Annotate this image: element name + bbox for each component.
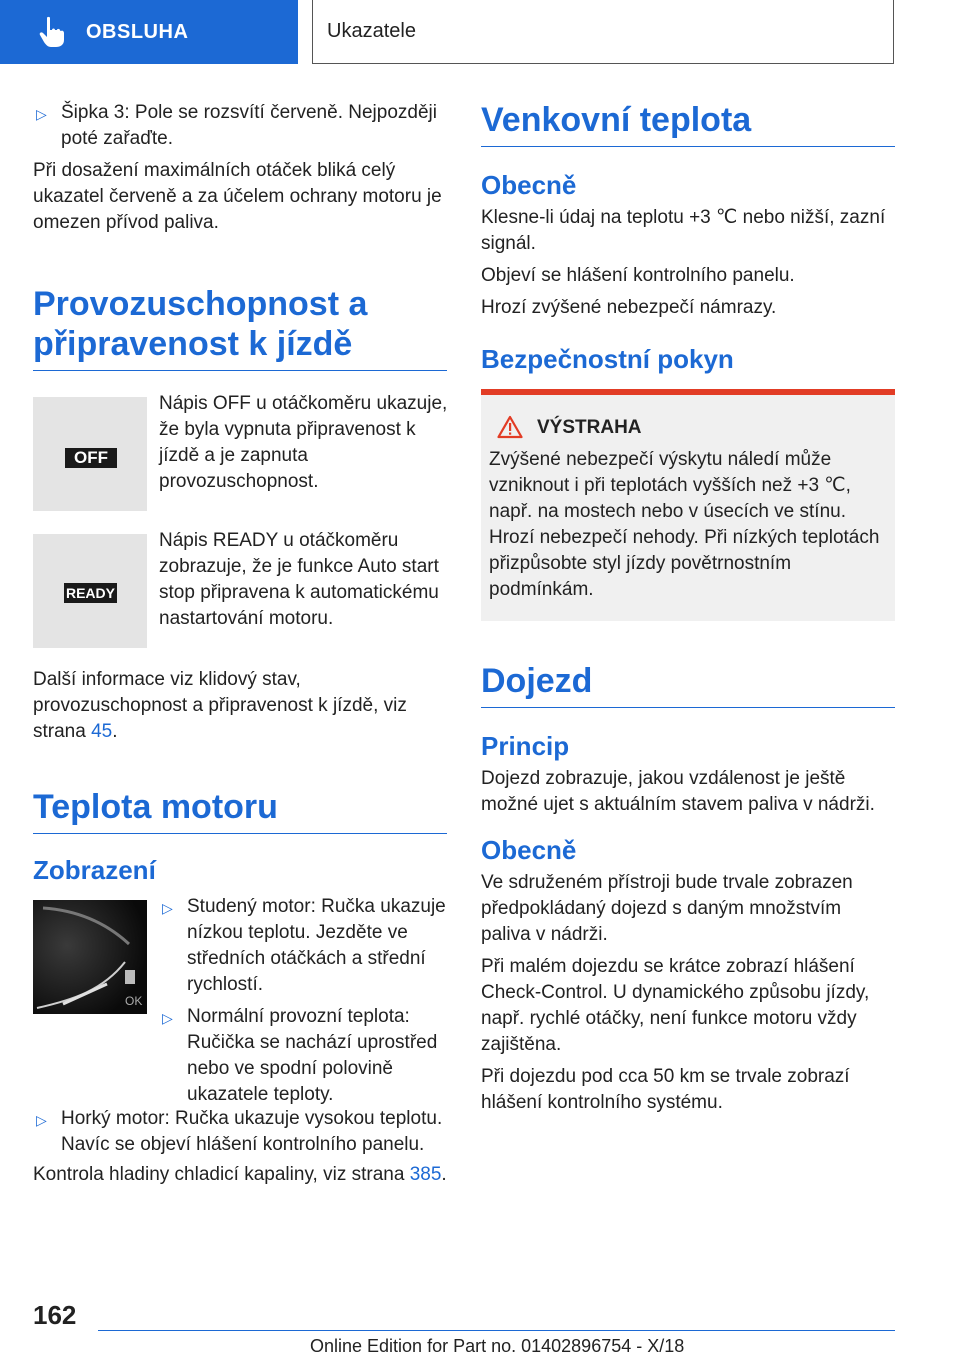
- triangle-bullet-icon: ▷: [162, 1010, 173, 1026]
- warning-title: VÝSTRAHA: [497, 417, 887, 439]
- subheading-general-2: Obecně: [481, 835, 577, 865]
- triangle-bullet-icon: ▷: [36, 1112, 47, 1128]
- triangle-bullet-icon: ▷: [36, 106, 47, 122]
- chapter-header: [312, 0, 894, 64]
- section-tab: [0, 0, 298, 64]
- gauge-ok-label: OK: [125, 994, 143, 1008]
- warning-text: Zvýšené nebezpečí výskytu náledí může vzniknout i při teplotách vyšších než +3 ℃, např. na mostech nebo v úsecích ve stínu. Hrozí nebezpečí nehody. Při nízkých teplotách přizpůsobte styl jízdy povětrnostním podmínkám.: [489, 449, 880, 600]
- general2-para-2: Při malém dojezdu se krátce zobrazí hlášení Check-Control. U dynamického způsobu jízdy, např. rychlé otáčky, není funkce motoru vždy zajištěna.: [481, 956, 870, 1055]
- general2-para-3: Při dojezdu pod cca 50 km se trvale zobrazí hlášení kontrolního systému.: [481, 1066, 850, 1113]
- right-column: [481, 100, 895, 1116]
- page-number: 162: [33, 1300, 77, 1330]
- general-para-1: Klesne-li údaj na teplotu +3 ℃ nebo nižší, zazní signál.: [481, 207, 886, 254]
- page-link-385[interactable]: 385: [409, 1164, 442, 1185]
- heading-range: Dojezd: [481, 661, 895, 708]
- page-link-45[interactable]: 45: [91, 721, 113, 742]
- subheading-principle: Princip: [481, 731, 570, 761]
- subheading-general-1: Obecně: [481, 170, 577, 200]
- bullet-hot-engine: ▷ Horký motor: Ručka ukazuje vysokou teplotu. Navíc se objeví hlášení kontrolního panelu.: [36, 1108, 443, 1155]
- warning-triangle-icon: [497, 415, 523, 439]
- temp-bullets: [159, 894, 449, 1112]
- off-badge: OFF: [65, 448, 117, 468]
- coolant-text: Kontrola hladiny chladicí kapaliny, viz strana 385.: [33, 1164, 447, 1185]
- subheading-safety: Bezpečnostní pokyn: [481, 344, 734, 374]
- left-column: [33, 100, 447, 1188]
- bullet-cold-engine: ▷ Studený motor: Ručka ukazuje nízkou teplotu. Jezděte ve středních otáčkách a střední rychlostí.: [162, 896, 446, 995]
- ready-description: Nápis READY u otáčkoměru zobrazuje, že je funkce Auto start stop připravena k automatickému nastartování motoru.: [159, 530, 439, 629]
- general2-para-1: Ve sdruženém přístroji bude trvale zobrazen předpokládaný dojezd s daným množstvím paliva v nádrži.: [481, 872, 853, 945]
- off-image: [33, 397, 147, 511]
- warning-box: [481, 389, 895, 621]
- chapter-label: Ukazatele: [327, 20, 416, 42]
- heading-readiness: Provozuschopnost a připravenost k jízdě: [33, 284, 447, 371]
- bullet-arrow3: ▷ Šipka 3: Pole se rozsvítí červeně. Nejpozději poté zařaďte.: [36, 102, 437, 149]
- more-info-text: Další informace viz klidový stav, provozuschopnost a připravenost k jízdě, viz strana 45.: [33, 669, 407, 742]
- ready-badge: READY: [65, 585, 115, 601]
- readiness-images: [33, 391, 447, 667]
- para-max-rpm: Při dosažení maximálních otáček bliká celý ukazatel červeně a za účelem ochrany motoru je omezen přívod paliva.: [33, 160, 442, 233]
- engine-temp-block: [33, 894, 447, 1106]
- off-description: Nápis OFF u otáčkoměru ukazuje, že byla vypnuta připravenost k jízdě a je zapnuta provozuschopnost.: [159, 393, 448, 492]
- general-para-2: Objeví se hlášení kontrolního panelu.: [481, 265, 795, 286]
- heading-outside-temp: Venkovní teplota: [481, 100, 895, 147]
- ready-image: [33, 534, 147, 648]
- triangle-bullet-icon: ▷: [162, 900, 173, 916]
- bullet-normal-temp: ▷ Normální provozní teplota: Ručička se nachází uprostřed nebo ve spodní polovině ukazatele teploty.: [162, 1006, 438, 1105]
- section-label: OBSLUHA: [86, 21, 189, 43]
- principle-para: Dojezd zobrazuje, jakou vzdálenost je ještě možné ujet s aktuálním stavem paliva v nádrži.: [481, 768, 875, 815]
- temp-gauge-image: [33, 900, 147, 1014]
- general-para-3: Hrozí zvýšené nebezpečí námrazy.: [481, 297, 777, 318]
- footer-edition: Online Edition for Part no. 01402896754 - X/18: [310, 1336, 685, 1356]
- hand-pointer-icon: [38, 16, 66, 48]
- footer-rule: [98, 1330, 895, 1331]
- heading-engine-temp: Teplota motoru: [33, 787, 447, 834]
- subheading-display: Zobrazení: [33, 855, 156, 885]
